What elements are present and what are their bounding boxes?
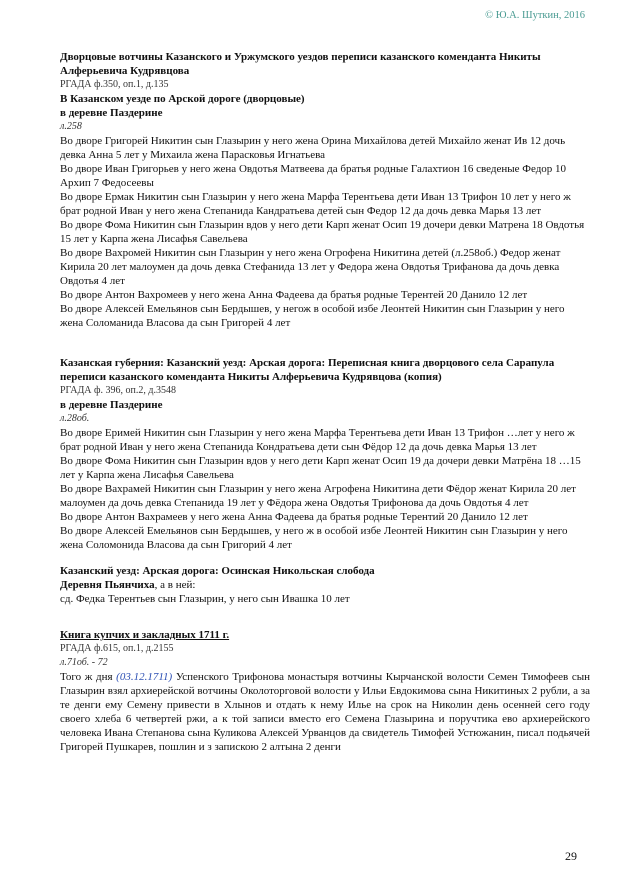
section-census-book bbox=[60, 356, 590, 552]
village-heading: в деревне Паздерине bbox=[60, 107, 163, 119]
village-suffix: , а в ней: bbox=[154, 579, 196, 591]
household-entry: Во дворе Фома Никитин сын Глазырин вдов у него дети Карп женат Осип 19 дочери девки Матрена 18 Овдотья 15 лет у Карпа жена Лисафья Савельева bbox=[60, 219, 585, 245]
section-subtitle: В Казанском уезде по Арской дороге (дворцовые) bbox=[60, 93, 305, 105]
household-entry: Во дворе Фома Никитин сын Глазырин вдов у него дети Карп женат Осип 19 да дочери девки Матрёна 18 …15 лет у Карпа жена Лисафья Савельева bbox=[60, 455, 581, 481]
village-name: Деревня Пьянчиха bbox=[60, 579, 155, 591]
section-title: Дворцовые вотчины Казанского и Уржумского уездов переписи казанского коменданта Никиты Алферьевича Кудрявцова bbox=[60, 51, 541, 77]
archive-reference: РГАДА ф. 396, оп.2, д.3548 bbox=[60, 385, 176, 396]
section-title: Книга купчих и закладных 1711 г. bbox=[60, 629, 230, 641]
section-purchase-book bbox=[60, 628, 590, 754]
household-entry: Во дворе Вахрамей Никитин сын Глазырин у него жена Агрофена Никитина дети Фёдор женат Кирила 20 лет малоумен да дочь девка Степанида 19 лет у Фёдора жена Овдотья Трифонова да дочь Овдотья 4 лет bbox=[60, 483, 576, 509]
copyright-notice: © Ю.А. Шуткин, 2016 bbox=[485, 10, 585, 21]
page-number: 29 bbox=[565, 849, 577, 863]
household-entry: сд. Федка Терентьев сын Глазырин, у него сын Ивашка 10 лет bbox=[60, 593, 350, 605]
household-entry: Во дворе Алексей Емельянов сын Бердышев, у него ж в особой избе Леонтей Никитин сын Глазырин у него жена Соломонида Власова да сын Григорий 4 лет bbox=[60, 525, 568, 551]
folio-number: л.258 bbox=[60, 121, 82, 132]
deed-text bbox=[60, 670, 590, 754]
archive-reference: РГАДА ф.615, оп.1, д.2155 bbox=[60, 643, 174, 654]
section-palace-estates bbox=[60, 50, 590, 330]
household-entry: Во дворе Антон Вахромеев у него жена Анна Фадеева да братья родные Терентей 20 Данило 12 лет bbox=[60, 289, 528, 301]
household-entry: Во дворе Антон Вахрамеев у него жена Анна Фадеева да братья родные Терентий 20 Данило 12 лет bbox=[60, 511, 528, 523]
section-osinskaya-sloboda bbox=[60, 564, 590, 606]
deed-text-rest: Успенского Трифонова монастыря вотчины Кырчанской волости Семен Тимофеев сын Глазырин взял архиерейской вотчины Околоторговой волости у Ильи Евдокимова сына Никитиных 2 рубли, а за те денги ему Семену привести в Хлынов и отдать к нему Илье на срок на Николин день осенней сего году своего хлеба 6 четвертей ржи, а к той записи вместо его Семена Глазырина и поручтика ево архиерейского человека Ивана Степанова сына Куликова Алексей Урванцов да свидетель Тимофей Устюжанин, писал подьячей Григорей Пушкарев, пошлин и з запискою 2 алтына 2 денги bbox=[60, 671, 590, 753]
section-title: Казанский уезд: Арская дорога: Осинская Никольская слобода bbox=[60, 565, 375, 577]
folio-number: л.71об. - 72 bbox=[60, 657, 108, 668]
household-entry: Во дворе Еримей Никитин сын Глазырин у него жена Марфа Терентьева дети Иван 13 Трифон …лет у него ж брат родной Иван у него жена Степанида Кондратьева дети сын Фёдор 12 да дочь девка Марья 13 лет bbox=[60, 427, 575, 453]
deed-text-start: Того ж дня bbox=[60, 671, 117, 683]
deed-date: (03.12.1711) bbox=[116, 671, 173, 683]
village-line bbox=[60, 578, 590, 592]
household-entry: Во дворе Иван Григорьев у него жена Овдотья Матвеева да братья родные Галахтион 16 сведеные Федор 10 Архип 7 Федосеевы bbox=[60, 163, 567, 189]
household-entry: Во дворе Ермак Никитин сын Глазырин у него жена Марфа Терентьева дети Иван 13 Трифон 10 лет у него ж брат родной Иван у него жена Степанида Кандратьева детей сын Федор 12 да дочь девка Марья 13 лет bbox=[60, 191, 571, 217]
document-body bbox=[60, 50, 590, 754]
village-heading: в деревне Паздерине bbox=[60, 399, 163, 411]
household-entry: Во дворе Вахромей Никитин сын Глазырин у него жена Огрофена Никитина детей (л.258об.) Федор женат Кирила 20 лет малоумен да дочь девка Стефанида 13 лет у Федора жена Овдотья Трифанова да дочь девка Овдотья 4 лет bbox=[60, 247, 561, 287]
archive-reference: РГАДА ф.350, оп.1, д.135 bbox=[60, 79, 169, 90]
section-title: Казанская губерния: Казанский уезд: Арская дорога: Переписная книга дворцового села Сарапула переписи казанского коменданта Никиты Алферьевича Кудрявцова (копия) bbox=[60, 357, 555, 383]
household-entry: Во дворе Григорей Никитин сын Глазырин у него жена Орина Михайлова детей Михайло женат Ив 12 дочь девка Анна 5 лет у Михаила жена Парасковья Игнатьева bbox=[60, 135, 566, 161]
folio-number: л.28об. bbox=[60, 413, 90, 424]
household-entry: Во дворе Алексей Емельянов сын Бердышев, у негож в особой избе Леонтей Никитин сын Глазырин у него жена Соломанида Власова да сын Григорей 4 лет bbox=[60, 303, 565, 329]
